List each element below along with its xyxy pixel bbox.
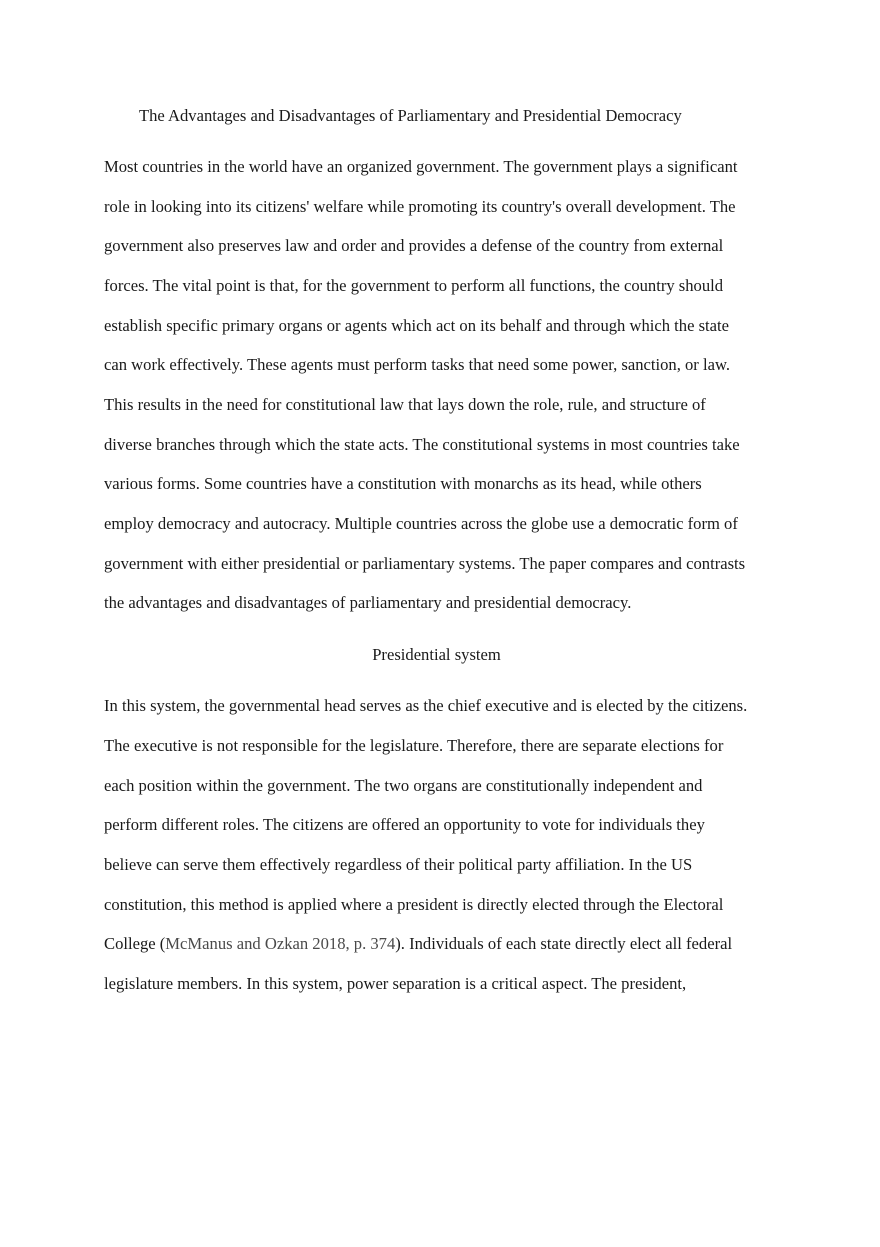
citation-line-start: College ( bbox=[104, 934, 166, 953]
section-line-2: The executive is not responsible for the legislature. Therefore, there are separate elections for bbox=[104, 736, 724, 755]
intro-line-5: establish specific primary organs or agents which act on its behalf and through which the state bbox=[104, 316, 730, 335]
section-heading: Presidential system bbox=[372, 645, 501, 664]
section-line-4: perform different roles. The citizens are offered an opportunity to vote for individuals they bbox=[104, 815, 705, 834]
intro-line-12: the advantages and disadvantages of parliamentary and presidential democracy. bbox=[104, 593, 632, 612]
section-line-8: legislature members. In this system, power separation is a critical aspect. The president, bbox=[104, 974, 687, 993]
intro-line-1: Most countries in the world have an organized government. The government plays a significant bbox=[104, 157, 738, 176]
intro-line-7: This results in the need for constitutional law that lays down the role, rule, and structure of bbox=[104, 395, 706, 414]
intro-line-11: government with either presidential or parliamentary systems. The paper compares and contrasts bbox=[104, 554, 746, 573]
document-title: The Advantages and Disadvantages of Parliamentary and Presidential Democracy bbox=[139, 106, 682, 125]
intro-line-2: role in looking into its citizens' welfare while promoting its country's overall development. The bbox=[104, 197, 736, 216]
in-text-citation: McManus and Ozkan 2018, p. 374 bbox=[165, 934, 396, 953]
intro-line-4: forces. The vital point is that, for the government to perform all functions, the country should bbox=[104, 276, 724, 295]
intro-line-3: government also preserves law and order and provides a defense of the country from external bbox=[104, 236, 724, 255]
intro-line-8: diverse branches through which the state acts. The constitutional systems in most countries take bbox=[104, 435, 740, 454]
intro-line-10: employ democracy and autocracy. Multiple countries across the globe use a democratic form of bbox=[104, 514, 738, 533]
section-line-1: In this system, the governmental head serves as the chief executive and is elected by the citizens. bbox=[104, 696, 748, 715]
citation-line bbox=[104, 933, 732, 955]
section-line-6: constitution, this method is applied where a president is directly elected through the Electoral bbox=[104, 895, 724, 914]
intro-line-6: can work effectively. These agents must perform tasks that need some power, sanction, or law. bbox=[104, 355, 731, 374]
intro-line-9: various forms. Some countries have a constitution with monarchs as its head, while others bbox=[104, 474, 702, 493]
section-line-3: each position within the government. The two organs are constitutionally independent and bbox=[104, 776, 703, 795]
citation-line-end: ). Individuals of each state directly elect all federal bbox=[395, 934, 733, 953]
section-line-5: believe can serve them effectively regardless of their political party affiliation. In the US bbox=[104, 855, 693, 874]
